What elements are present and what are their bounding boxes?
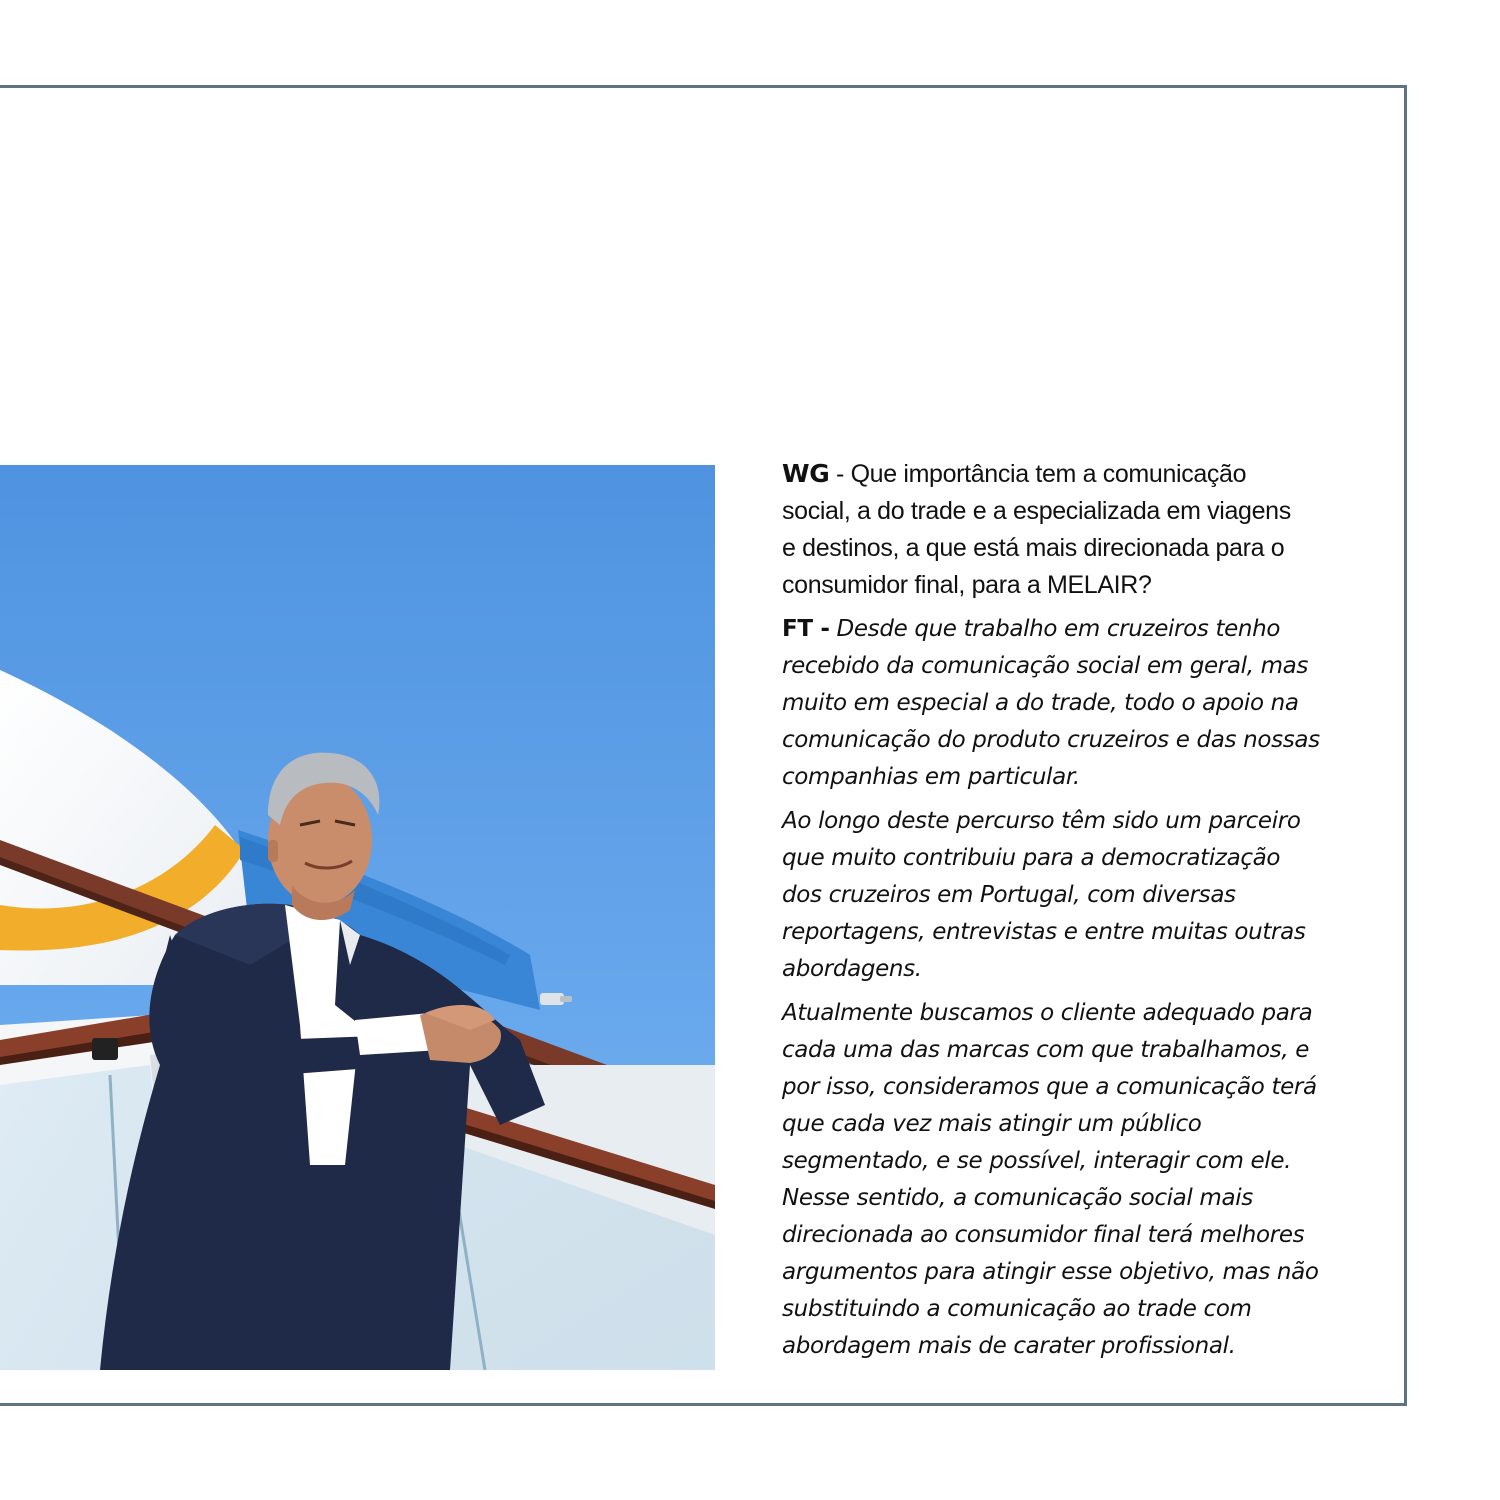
answer-3-line-9: substituindo a comunicação ao trade com: [782, 1296, 1252, 1322]
interview-text: [782, 455, 1382, 1372]
answer-1-line-5: companhias em particular.: [782, 764, 1080, 790]
answer-3-line-3: por isso, consideramos que a comunicação terá: [782, 1074, 1317, 1100]
question-line-1: Que importância tem a comunicação: [850, 460, 1247, 488]
answer-2-line-1: Ao longo deste percurso têm sido um parceiro: [782, 808, 1301, 834]
question-line-3: e destinos, a que está mais direcionada para o: [782, 534, 1285, 562]
answer-3-line-4: que cada vez mais atingir um público: [782, 1111, 1202, 1137]
answer-paragraph-3: [782, 995, 1382, 1365]
answer-1-line-4: comunicação do produto cruzeiros e das nossas: [782, 727, 1320, 753]
answer-2-line-4: reportagens, entrevistas e entre muitas outras: [782, 919, 1306, 945]
answer-speaker: FT -: [782, 616, 830, 642]
answer-2-line-3: dos cruzeiros em Portugal, com diversas: [782, 882, 1236, 908]
answer-3-line-7: direcionada ao consumidor final terá melhores: [782, 1222, 1305, 1248]
question-separator: -: [829, 460, 851, 488]
question-speaker: WG: [782, 459, 830, 488]
question-line-2: social, a do trade e a especializada em viagens: [782, 497, 1291, 525]
answer-3-line-6: Nesse sentido, a comunicação social mais: [782, 1185, 1253, 1211]
answer-2-line-2: que muito contribuiu para a democratização: [782, 845, 1281, 871]
answer-3-line-1: Atualmente buscamos o cliente adequado para: [782, 1000, 1313, 1026]
answer-3-line-10: abordagem mais de carater profissional.: [782, 1333, 1236, 1359]
answer-3-line-8: argumentos para atingir esse objetivo, mas não: [782, 1259, 1319, 1285]
answer-paragraph-2: [782, 803, 1382, 988]
answer-3-line-5: segmentado, e se possível, interagir com ele.: [782, 1148, 1292, 1174]
answer-1-line-3: muito em especial a do trade, todo o apoio na: [782, 690, 1299, 716]
question-paragraph: [782, 455, 1382, 604]
answer-paragraph-1: [782, 611, 1382, 796]
question-line-4: consumidor final, para a MELAIR?: [782, 571, 1152, 599]
answer-1-line-2: recebido da comunicação social em geral, mas: [782, 653, 1309, 679]
answer-2-line-5: abordagens.: [782, 956, 922, 982]
interview-photo: [0, 465, 715, 1370]
answer-1-line-1: Desde que trabalho em cruzeiros tenho: [829, 616, 1281, 642]
answer-3-line-2: cada uma das marcas com que trabalhamos, e: [782, 1037, 1310, 1063]
